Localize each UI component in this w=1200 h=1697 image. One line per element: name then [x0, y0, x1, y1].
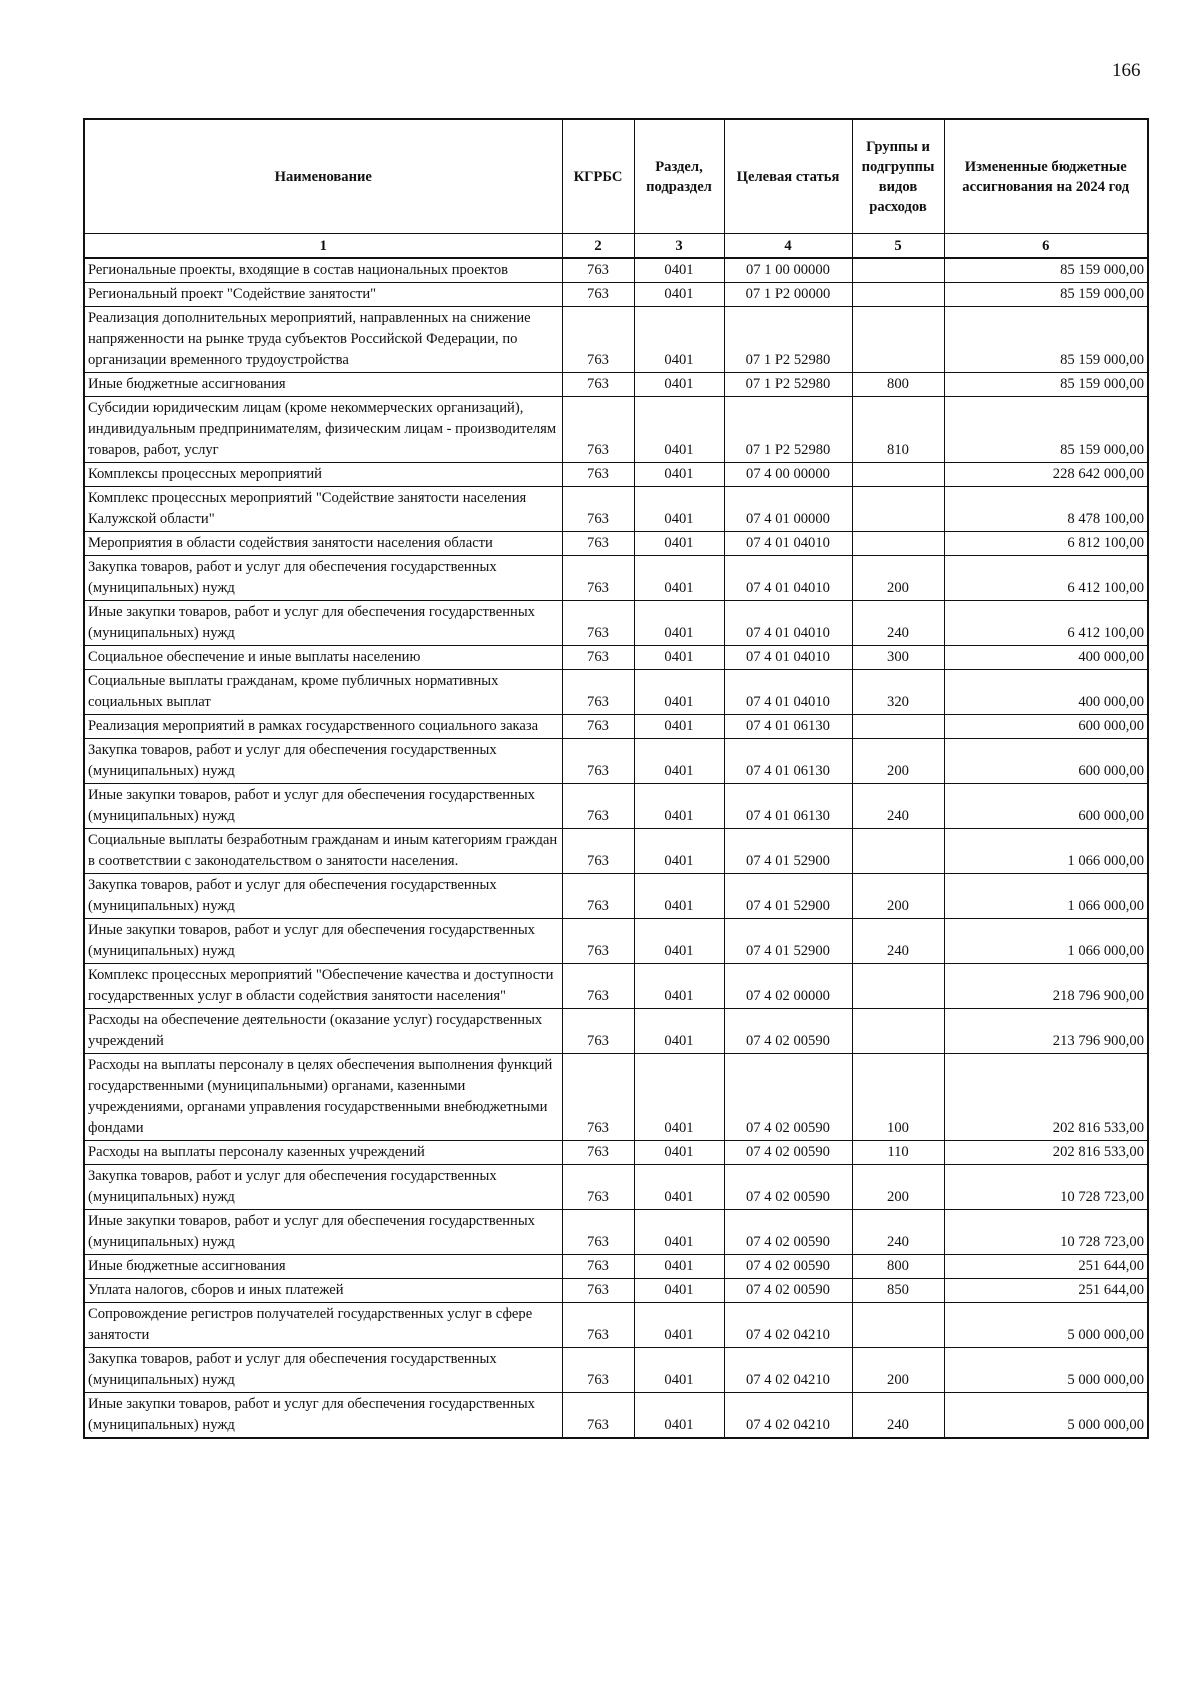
row-section-cell: 0401: [634, 1279, 724, 1303]
row-section-cell: 0401: [634, 307, 724, 373]
row-group-cell: 200: [852, 1348, 944, 1393]
row-group-cell: 240: [852, 601, 944, 646]
row-article-cell: 07 4 02 04210: [724, 1393, 852, 1439]
header-article: Целевая статья: [724, 119, 852, 234]
row-article-cell: 07 4 02 00590: [724, 1210, 852, 1255]
row-group-cell: 240: [852, 1393, 944, 1439]
row-group-cell: [852, 307, 944, 373]
table-row: [84, 739, 1148, 784]
page-number: 166: [1112, 60, 1141, 81]
row-section-cell: 0401: [634, 829, 724, 874]
row-article-cell: 07 4 01 52900: [724, 919, 852, 964]
header-amount: Измененные бюджетные ассигнования на 2024 год: [944, 119, 1148, 234]
row-group-cell: [852, 1009, 944, 1054]
row-article-cell: 07 4 01 04010: [724, 556, 852, 601]
row-group-cell: [852, 715, 944, 739]
row-section-cell: 0401: [634, 1054, 724, 1141]
row-kgrbs-cell: 763: [562, 739, 634, 784]
row-kgrbs-cell: 763: [562, 1165, 634, 1210]
header-section: Раздел, подраздел: [634, 119, 724, 234]
row-article-cell: 07 4 02 00000: [724, 964, 852, 1009]
row-section-cell: 0401: [634, 1393, 724, 1439]
row-amount-cell: 85 159 000,00: [944, 397, 1148, 463]
column-number: 4: [724, 234, 852, 259]
row-section-cell: 0401: [634, 1210, 724, 1255]
row-amount-cell: 218 796 900,00: [944, 964, 1148, 1009]
row-name-cell: Иные закупки товаров, работ и услуг для обеспечения государственных (муниципальных) нужд: [84, 601, 562, 646]
row-section-cell: 0401: [634, 715, 724, 739]
row-article-cell: 07 1 Р2 52980: [724, 397, 852, 463]
row-amount-cell: 6 412 100,00: [944, 601, 1148, 646]
row-article-cell: 07 4 02 00590: [724, 1279, 852, 1303]
column-number: 6: [944, 234, 1148, 259]
row-name-cell: Закупка товаров, работ и услуг для обеспечения государственных (муниципальных) нужд: [84, 1165, 562, 1210]
row-article-cell: 07 1 00 00000: [724, 258, 852, 283]
row-amount-cell: 10 728 723,00: [944, 1210, 1148, 1255]
table-row: [84, 1165, 1148, 1210]
row-kgrbs-cell: 763: [562, 601, 634, 646]
row-name-cell: Реализация мероприятий в рамках государственного социального заказа: [84, 715, 562, 739]
table-row: [84, 670, 1148, 715]
row-name-cell: Иные бюджетные ассигнования: [84, 1255, 562, 1279]
row-article-cell: 07 1 Р2 52980: [724, 373, 852, 397]
row-article-cell: 07 4 02 00590: [724, 1165, 852, 1210]
row-group-cell: 100: [852, 1054, 944, 1141]
row-section-cell: 0401: [634, 258, 724, 283]
row-amount-cell: 5 000 000,00: [944, 1393, 1148, 1439]
row-kgrbs-cell: 763: [562, 487, 634, 532]
row-group-cell: 810: [852, 397, 944, 463]
row-name-cell: Расходы на обеспечение деятельности (оказание услуг) государственных учреждений: [84, 1009, 562, 1054]
table-row: [84, 715, 1148, 739]
table-row: [84, 1348, 1148, 1393]
row-amount-cell: 251 644,00: [944, 1279, 1148, 1303]
row-group-cell: [852, 829, 944, 874]
row-kgrbs-cell: 763: [562, 463, 634, 487]
row-article-cell: 07 4 02 00590: [724, 1054, 852, 1141]
row-name-cell: Социальные выплаты безработным гражданам и иным категориям граждан в соответствии с законодательством о занятости населения.: [84, 829, 562, 874]
row-section-cell: 0401: [634, 670, 724, 715]
table-row: [84, 646, 1148, 670]
row-amount-cell: 600 000,00: [944, 784, 1148, 829]
row-section-cell: 0401: [634, 283, 724, 307]
table-row: [84, 601, 1148, 646]
row-kgrbs-cell: 763: [562, 646, 634, 670]
row-kgrbs-cell: 763: [562, 670, 634, 715]
column-numbers-row: [84, 234, 1148, 259]
row-amount-cell: 10 728 723,00: [944, 1165, 1148, 1210]
table-row: [84, 1255, 1148, 1279]
row-name-cell: Уплата налогов, сборов и иных платежей: [84, 1279, 562, 1303]
row-article-cell: 07 4 01 00000: [724, 487, 852, 532]
row-kgrbs-cell: 763: [562, 919, 634, 964]
row-name-cell: Иные бюджетные ассигнования: [84, 373, 562, 397]
row-section-cell: 0401: [634, 556, 724, 601]
row-kgrbs-cell: 763: [562, 1348, 634, 1393]
row-name-cell: Субсидии юридическим лицам (кроме некоммерческих организаций), индивидуальным предпринимателям, физическим лицам - производителям товаров, работ, услуг: [84, 397, 562, 463]
budget-table: [83, 118, 1149, 1439]
row-name-cell: Расходы на выплаты персоналу в целях обеспечения выполнения функций государственными (муниципальными) органами, казенными учреждениями, органами управления государственными внебюджетными фондами: [84, 1054, 562, 1141]
row-amount-cell: 85 159 000,00: [944, 283, 1148, 307]
row-group-cell: 200: [852, 556, 944, 601]
row-name-cell: Мероприятия в области содействия занятости населения области: [84, 532, 562, 556]
row-group-cell: 240: [852, 919, 944, 964]
row-article-cell: 07 4 01 52900: [724, 829, 852, 874]
row-section-cell: 0401: [634, 784, 724, 829]
row-amount-cell: 6 812 100,00: [944, 532, 1148, 556]
row-group-cell: [852, 532, 944, 556]
table-row: [84, 373, 1148, 397]
row-article-cell: 07 4 01 04010: [724, 601, 852, 646]
row-group-cell: 800: [852, 373, 944, 397]
table-row: [84, 487, 1148, 532]
row-amount-cell: 5 000 000,00: [944, 1303, 1148, 1348]
row-article-cell: 07 4 01 04010: [724, 670, 852, 715]
row-kgrbs-cell: 763: [562, 964, 634, 1009]
row-section-cell: 0401: [634, 397, 724, 463]
row-kgrbs-cell: 763: [562, 258, 634, 283]
row-section-cell: 0401: [634, 532, 724, 556]
row-kgrbs-cell: 763: [562, 1393, 634, 1439]
row-article-cell: 07 4 01 06130: [724, 715, 852, 739]
row-kgrbs-cell: 763: [562, 715, 634, 739]
row-group-cell: 850: [852, 1279, 944, 1303]
header-name: Наименование: [84, 119, 562, 234]
header-kgrbs: КГРБС: [562, 119, 634, 234]
table-body: [84, 258, 1148, 1438]
row-section-cell: 0401: [634, 874, 724, 919]
table-row: [84, 829, 1148, 874]
row-article-cell: 07 1 Р2 52980: [724, 307, 852, 373]
row-group-cell: 110: [852, 1141, 944, 1165]
row-group-cell: 320: [852, 670, 944, 715]
row-kgrbs-cell: 763: [562, 1141, 634, 1165]
row-section-cell: 0401: [634, 463, 724, 487]
row-amount-cell: 251 644,00: [944, 1255, 1148, 1279]
row-kgrbs-cell: 763: [562, 283, 634, 307]
row-kgrbs-cell: 763: [562, 1009, 634, 1054]
row-section-cell: 0401: [634, 646, 724, 670]
row-amount-cell: 6 412 100,00: [944, 556, 1148, 601]
row-kgrbs-cell: 763: [562, 784, 634, 829]
row-name-cell: Закупка товаров, работ и услуг для обеспечения государственных (муниципальных) нужд: [84, 556, 562, 601]
row-amount-cell: 400 000,00: [944, 670, 1148, 715]
row-group-cell: [852, 463, 944, 487]
row-kgrbs-cell: 763: [562, 373, 634, 397]
table-header: [84, 119, 1148, 258]
row-name-cell: Закупка товаров, работ и услуг для обеспечения государственных (муниципальных) нужд: [84, 874, 562, 919]
table-row: [84, 1009, 1148, 1054]
table-row: [84, 532, 1148, 556]
table-row: [84, 1303, 1148, 1348]
table-row: [84, 1054, 1148, 1141]
row-section-cell: 0401: [634, 1303, 724, 1348]
table-row: [84, 307, 1148, 373]
row-section-cell: 0401: [634, 1165, 724, 1210]
row-amount-cell: 1 066 000,00: [944, 829, 1148, 874]
row-article-cell: 07 1 Р2 00000: [724, 283, 852, 307]
row-name-cell: Комплексы процессных мероприятий: [84, 463, 562, 487]
row-amount-cell: 5 000 000,00: [944, 1348, 1148, 1393]
row-name-cell: Закупка товаров, работ и услуг для обеспечения государственных (муниципальных) нужд: [84, 739, 562, 784]
column-number: 3: [634, 234, 724, 259]
table-row: [84, 964, 1148, 1009]
row-name-cell: Социальное обеспечение и иные выплаты населению: [84, 646, 562, 670]
row-kgrbs-cell: 763: [562, 556, 634, 601]
row-name-cell: Комплекс процессных мероприятий "Содействие занятости населения Калужской области": [84, 487, 562, 532]
row-kgrbs-cell: 763: [562, 1054, 634, 1141]
row-kgrbs-cell: 763: [562, 1255, 634, 1279]
row-name-cell: Иные закупки товаров, работ и услуг для обеспечения государственных (муниципальных) нужд: [84, 919, 562, 964]
row-amount-cell: 213 796 900,00: [944, 1009, 1148, 1054]
row-group-cell: 200: [852, 1165, 944, 1210]
table-row: [84, 1393, 1148, 1439]
row-section-cell: 0401: [634, 487, 724, 532]
row-group-cell: 240: [852, 1210, 944, 1255]
table-row: [84, 1279, 1148, 1303]
table-row: [84, 397, 1148, 463]
row-section-cell: 0401: [634, 1348, 724, 1393]
row-section-cell: 0401: [634, 919, 724, 964]
row-group-cell: 200: [852, 874, 944, 919]
row-kgrbs-cell: 763: [562, 1279, 634, 1303]
row-kgrbs-cell: 763: [562, 1210, 634, 1255]
table-row: [84, 556, 1148, 601]
row-article-cell: 07 4 01 04010: [724, 646, 852, 670]
row-section-cell: 0401: [634, 1141, 724, 1165]
row-group-cell: [852, 487, 944, 532]
row-amount-cell: 600 000,00: [944, 739, 1148, 784]
table-row: [84, 874, 1148, 919]
row-section-cell: 0401: [634, 1255, 724, 1279]
row-section-cell: 0401: [634, 964, 724, 1009]
row-amount-cell: 1 066 000,00: [944, 919, 1148, 964]
row-article-cell: 07 4 02 00590: [724, 1255, 852, 1279]
table-row: [84, 784, 1148, 829]
table-row: [84, 1141, 1148, 1165]
row-name-cell: Социальные выплаты гражданам, кроме публичных нормативных социальных выплат: [84, 670, 562, 715]
row-amount-cell: 228 642 000,00: [944, 463, 1148, 487]
row-kgrbs-cell: 763: [562, 1303, 634, 1348]
row-section-cell: 0401: [634, 1009, 724, 1054]
row-article-cell: 07 4 01 06130: [724, 784, 852, 829]
table-row: [84, 283, 1148, 307]
row-kgrbs-cell: 763: [562, 829, 634, 874]
column-number: 5: [852, 234, 944, 259]
row-kgrbs-cell: 763: [562, 397, 634, 463]
row-name-cell: Расходы на выплаты персоналу казенных учреждений: [84, 1141, 562, 1165]
row-amount-cell: 85 159 000,00: [944, 258, 1148, 283]
row-article-cell: 07 4 01 04010: [724, 532, 852, 556]
row-name-cell: Региональные проекты, входящие в состав национальных проектов: [84, 258, 562, 283]
row-amount-cell: 8 478 100,00: [944, 487, 1148, 532]
row-name-cell: Комплекс процессных мероприятий "Обеспечение качества и доступности государственных услуг в области содействия занятости населения": [84, 964, 562, 1009]
table-row: [84, 919, 1148, 964]
row-group-cell: [852, 964, 944, 1009]
table-row: [84, 258, 1148, 283]
row-article-cell: 07 4 00 00000: [724, 463, 852, 487]
row-name-cell: Закупка товаров, работ и услуг для обеспечения государственных (муниципальных) нужд: [84, 1348, 562, 1393]
row-group-cell: [852, 1303, 944, 1348]
row-section-cell: 0401: [634, 601, 724, 646]
row-name-cell: Иные закупки товаров, работ и услуг для обеспечения государственных (муниципальных) нужд: [84, 1210, 562, 1255]
row-article-cell: 07 4 02 04210: [724, 1348, 852, 1393]
row-group-cell: [852, 283, 944, 307]
header-group: Группы и подгруппы видов расходов: [852, 119, 944, 234]
row-kgrbs-cell: 763: [562, 874, 634, 919]
row-amount-cell: 202 816 533,00: [944, 1054, 1148, 1141]
row-group-cell: 240: [852, 784, 944, 829]
row-article-cell: 07 4 01 06130: [724, 739, 852, 784]
row-group-cell: 200: [852, 739, 944, 784]
row-group-cell: 800: [852, 1255, 944, 1279]
row-kgrbs-cell: 763: [562, 532, 634, 556]
row-name-cell: Иные закупки товаров, работ и услуг для обеспечения государственных (муниципальных) нужд: [84, 1393, 562, 1439]
column-number: 1: [84, 234, 562, 259]
row-amount-cell: 202 816 533,00: [944, 1141, 1148, 1165]
row-section-cell: 0401: [634, 373, 724, 397]
row-group-cell: 300: [852, 646, 944, 670]
row-section-cell: 0401: [634, 739, 724, 784]
table-row: [84, 1210, 1148, 1255]
row-article-cell: 07 4 01 52900: [724, 874, 852, 919]
row-name-cell: Сопровождение регистров получателей государственных услуг в сфере занятости: [84, 1303, 562, 1348]
row-group-cell: [852, 258, 944, 283]
row-amount-cell: 85 159 000,00: [944, 373, 1148, 397]
row-kgrbs-cell: 763: [562, 307, 634, 373]
row-name-cell: Региональный проект "Содействие занятости": [84, 283, 562, 307]
row-amount-cell: 85 159 000,00: [944, 307, 1148, 373]
row-name-cell: Иные закупки товаров, работ и услуг для обеспечения государственных (муниципальных) нужд: [84, 784, 562, 829]
row-name-cell: Реализация дополнительных мероприятий, направленных на снижение напряженности на рынке труда субъектов Российской Федерации, по организации временного трудоустройства: [84, 307, 562, 373]
row-amount-cell: 600 000,00: [944, 715, 1148, 739]
row-article-cell: 07 4 02 00590: [724, 1141, 852, 1165]
row-amount-cell: 1 066 000,00: [944, 874, 1148, 919]
row-article-cell: 07 4 02 04210: [724, 1303, 852, 1348]
row-article-cell: 07 4 02 00590: [724, 1009, 852, 1054]
row-amount-cell: 400 000,00: [944, 646, 1148, 670]
column-number: 2: [562, 234, 634, 259]
table-row: [84, 463, 1148, 487]
